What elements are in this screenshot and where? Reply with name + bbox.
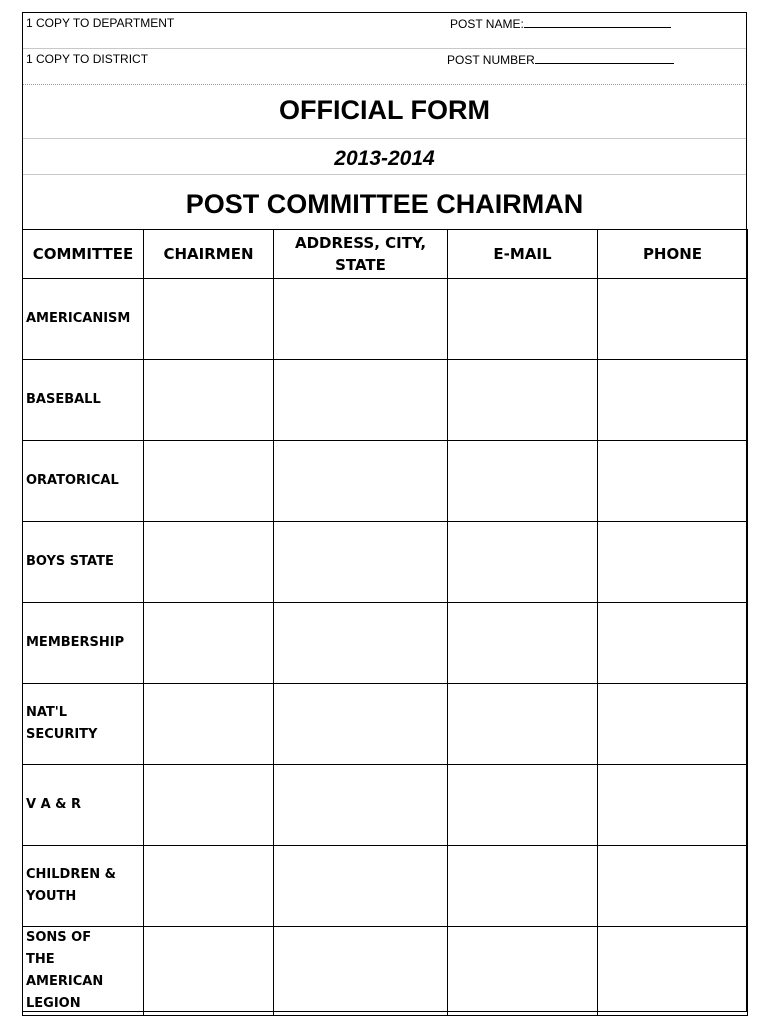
committee-name: AMERICANISM (23, 279, 144, 360)
email-cell[interactable] (448, 846, 598, 927)
address-cell[interactable] (274, 684, 448, 765)
phone-cell[interactable] (598, 765, 748, 846)
form-title: OFFICIAL FORM (279, 95, 490, 125)
committee-table (22, 229, 748, 1016)
copy-to-district-label: 1 COPY TO DISTRICT (26, 52, 149, 66)
chairmen-cell[interactable] (144, 603, 274, 684)
address-cell[interactable] (274, 441, 448, 522)
committee-name: CHILDREN & YOUTH (23, 846, 144, 927)
address-cell[interactable] (274, 846, 448, 927)
chairmen-cell[interactable] (144, 522, 274, 603)
email-cell[interactable] (448, 765, 598, 846)
official-form (22, 12, 747, 1012)
email-cell[interactable] (448, 603, 598, 684)
post-name-input-line[interactable] (524, 16, 671, 28)
address-cell[interactable] (274, 522, 448, 603)
committee-name: V A & R (23, 765, 144, 846)
phone-cell[interactable] (598, 522, 748, 603)
form-year: 2013-2014 (334, 147, 435, 170)
address-cell[interactable] (274, 927, 448, 1016)
post-number-field[interactable] (447, 52, 674, 67)
post-name-field[interactable] (450, 16, 671, 31)
email-cell[interactable] (448, 927, 598, 1016)
email-cell[interactable] (448, 279, 598, 360)
year-divider (23, 174, 746, 175)
column-header-email: E-MAIL (448, 230, 598, 279)
table-row (23, 846, 748, 927)
phone-cell[interactable] (598, 360, 748, 441)
column-header-address: ADDRESS, CITY, STATE (274, 230, 448, 279)
address-cell[interactable] (274, 765, 448, 846)
table-header-row (23, 230, 748, 279)
email-cell[interactable] (448, 522, 598, 603)
committee-name: BOYS STATE (23, 522, 144, 603)
post-number-input-line[interactable] (535, 52, 674, 64)
address-cell[interactable] (274, 603, 448, 684)
header-dotted-divider (23, 84, 746, 85)
phone-cell[interactable] (598, 846, 748, 927)
table-row (23, 279, 748, 360)
committee-name: ORATORICAL (23, 441, 144, 522)
column-header-chairmen: CHAIRMEN (144, 230, 274, 279)
committee-name: NAT'L SECURITY (23, 684, 144, 765)
post-number-label: POST NUMBER (447, 53, 535, 67)
chairmen-cell[interactable] (144, 279, 274, 360)
address-cell[interactable] (274, 279, 448, 360)
chairmen-cell[interactable] (144, 846, 274, 927)
post-name-label: POST NAME: (450, 17, 524, 31)
committee-name: SONS OF THE AMERICAN LEGION (23, 927, 144, 1016)
table-row (23, 684, 748, 765)
chairmen-cell[interactable] (144, 360, 274, 441)
table-row (23, 603, 748, 684)
committee-name: MEMBERSHIP (23, 603, 144, 684)
email-cell[interactable] (448, 684, 598, 765)
address-cell[interactable] (274, 360, 448, 441)
table-row (23, 441, 748, 522)
table-row (23, 360, 748, 441)
title-divider (23, 138, 746, 139)
phone-cell[interactable] (598, 603, 748, 684)
column-header-committee: COMMITTEE (23, 230, 144, 279)
chairmen-cell[interactable] (144, 927, 274, 1016)
phone-cell[interactable] (598, 441, 748, 522)
form-main-title: POST COMMITTEE CHAIRMAN (185, 189, 584, 219)
table-row (23, 927, 748, 1016)
phone-cell[interactable] (598, 684, 748, 765)
column-header-phone: PHONE (598, 230, 748, 279)
email-cell[interactable] (448, 360, 598, 441)
header-divider (23, 48, 746, 49)
table-row (23, 522, 748, 603)
copy-to-department-label: 1 COPY TO DEPARTMENT (26, 16, 175, 30)
phone-cell[interactable] (598, 279, 748, 360)
phone-cell[interactable] (598, 927, 748, 1016)
chairmen-cell[interactable] (144, 765, 274, 846)
committee-name: BASEBALL (23, 360, 144, 441)
chairmen-cell[interactable] (144, 684, 274, 765)
chairmen-cell[interactable] (144, 441, 274, 522)
table-row (23, 765, 748, 846)
email-cell[interactable] (448, 441, 598, 522)
